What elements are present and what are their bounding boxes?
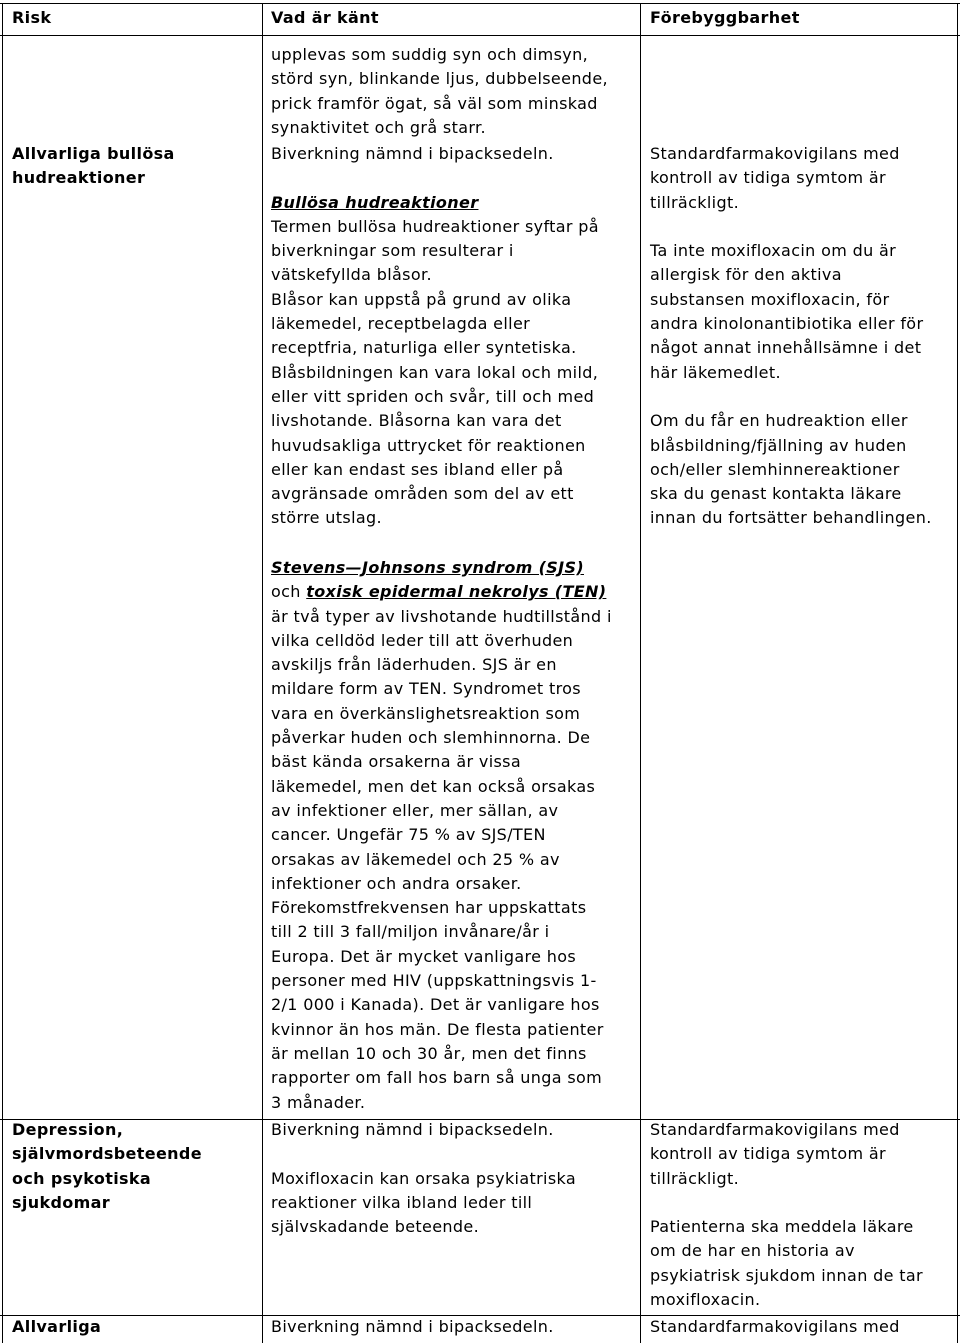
- text-line: Blåsor kan uppstå på grund av olika: [271, 289, 572, 309]
- text-line: allergisk för den aktiva: [650, 265, 842, 285]
- text-line: kontroll av tidiga symtom är: [650, 1144, 886, 1164]
- table-border-top: [0, 3, 960, 4]
- text-line: Moxifloxacin kan orsaka psykiatriska: [271, 1168, 577, 1188]
- bullous-heading: Bullösa hudreaktioner: [271, 192, 479, 212]
- text-line: biverkningar som resulterar i: [271, 241, 514, 261]
- risk-depression: [12, 1118, 257, 1215]
- text-line: större utslag.: [271, 508, 382, 528]
- text-line: är två typer av livshotande hudtillstånd i: [271, 606, 612, 626]
- text-line: andra kinolonantibiotika eller för: [650, 314, 924, 334]
- text-line: ska du genast kontakta läkare: [650, 484, 902, 504]
- risk-line: Depression,: [12, 1120, 124, 1139]
- text-line: vara en överkänslighetsreaktion som: [271, 703, 581, 723]
- header-prevention: Förebyggbarhet: [650, 8, 800, 27]
- text-line: kvinnor än hos män. De flesta patienter: [271, 1019, 604, 1039]
- text-line: 3 månader.: [271, 1092, 366, 1112]
- continuation-text: [271, 43, 639, 140]
- header-risk: Risk: [12, 8, 52, 27]
- text-line: orsakas av läkemedel och 25 % av: [271, 849, 560, 869]
- text-line: synaktivitet och grå starr.: [271, 117, 486, 137]
- column-divider-2: [640, 3, 641, 1343]
- text-line: och/eller slemhinnereaktioner: [650, 459, 900, 479]
- table-border-right: [957, 3, 958, 1343]
- conjunction: och: [271, 582, 301, 602]
- prevention-serious: Standardfarmakovigilans med: [650, 1317, 900, 1336]
- text-line: livshotande. Blåsorna kan vara det: [271, 411, 562, 431]
- text-line: störd syn, blinkande ljus, dubbelseende,: [271, 69, 608, 89]
- text-line: av infektioner eller, mer sällan, av: [271, 800, 559, 820]
- text-line: här läkemedlet.: [650, 362, 781, 382]
- header-known: Vad är känt: [271, 8, 379, 27]
- text-line: till 2 till 3 fall/miljon invånare/år i: [271, 922, 550, 942]
- text-line: vätskefyllda blåsor.: [271, 265, 432, 285]
- text-line: Termen bullösa hudreaktioner syftar på: [271, 216, 599, 236]
- sjs-ten-line: [271, 580, 639, 604]
- text-line: prick framför ögat, så väl som minskad: [271, 93, 598, 113]
- known-sjs-ten: [271, 556, 639, 1115]
- text-line: receptfria, naturliga eller syntetiska.: [271, 338, 577, 358]
- text-line: innan du fortsätter behandlingen.: [650, 508, 932, 528]
- text-line: Standardfarmakovigilans med: [650, 144, 900, 163]
- header-divider: [0, 35, 960, 36]
- risk-bullous-skin-reactions: [12, 142, 257, 191]
- text-line: avskiljs från läderhuden. SJS är en: [271, 655, 557, 675]
- text-line: 2/1 000 i Kanada). Det är vanligare hos: [271, 995, 600, 1015]
- text-line: Om du får en hudreaktion eller: [650, 411, 908, 431]
- text-line: är mellan 10 och 30 år, men det finns: [271, 1043, 587, 1063]
- text-line: påverkar huden och slemhinnorna. De: [271, 728, 591, 748]
- text-line: något annat innehållsämne i det: [650, 338, 922, 358]
- text-line: eller kan endast ses ibland eller på: [271, 459, 564, 479]
- text-line: mildare form av TEN. Syndromet tros: [271, 679, 581, 699]
- text-line: Ta inte moxifloxacin om du är: [650, 241, 897, 261]
- text-line: blåsbildning/fjällning av huden: [650, 435, 907, 455]
- known-bullous: [271, 142, 639, 531]
- text-line: upplevas som suddig syn och dimsyn,: [271, 45, 589, 64]
- text-line: Blåsbildningen kan vara lokal och mild,: [271, 362, 599, 382]
- package-leaflet-note: Biverkning nämnd i bipacksedeln.: [271, 144, 554, 163]
- ten-heading: toxisk epidermal nekrolys (TEN): [306, 582, 607, 602]
- text-line: läkemedel, receptbelagda eller: [271, 314, 531, 334]
- text-line: rapporter om fall hos barn så unga som: [271, 1068, 603, 1088]
- text-line: infektioner och andra orsaker.: [271, 873, 522, 893]
- text-line: psykiatrisk sjukdom innan de tar: [650, 1265, 923, 1285]
- package-leaflet-note: Biverkning nämnd i bipacksedeln.: [271, 1120, 554, 1139]
- text-line: om de har en historia av: [650, 1241, 855, 1261]
- table-border-left: [2, 3, 3, 1343]
- prevention-depression: [650, 1118, 955, 1312]
- text-line: självskadande beteende.: [271, 1217, 480, 1237]
- text-line: vilka celldöd leder till att överhuden: [271, 630, 574, 650]
- text-line: substansen moxifloxacin, för: [650, 289, 890, 309]
- text-line: Förekomstfrekvensen har uppskattats: [271, 898, 587, 918]
- package-leaflet-note: Biverkning nämnd i bipacksedeln.: [271, 1317, 554, 1336]
- text-line: läkemedel, men det kan också orsakas: [271, 776, 596, 796]
- text-line: Patienterna ska meddela läkare: [650, 1217, 914, 1237]
- column-divider-1: [262, 3, 263, 1343]
- text-line: Standardfarmakovigilans med: [650, 1120, 900, 1139]
- text-line: kontroll av tidiga symtom är: [650, 168, 886, 188]
- risk-line: och psykotiska: [12, 1168, 152, 1188]
- text-line: tillräckligt.: [650, 1168, 740, 1188]
- prevention-bullous: [650, 142, 955, 531]
- text-line: reaktioner vilka ibland leder till: [271, 1192, 533, 1212]
- text-line: huvudsakliga uttrycket för reaktionen: [271, 435, 586, 455]
- risk-line: hudreaktioner: [12, 168, 146, 188]
- risk-line: Allvarliga bullösa: [12, 144, 175, 163]
- text-line: tillräckligt.: [650, 192, 740, 212]
- known-depression: [271, 1118, 639, 1239]
- text-line: avgränsade områden som del av ett: [271, 484, 574, 504]
- text-line: bäst kända orsakerna är vissa: [271, 752, 522, 772]
- sjs-heading: Stevens—Johnsons syndrom (SJS): [271, 558, 584, 577]
- text-line: eller vitt spriden och svår, till och med: [271, 386, 595, 406]
- text-line: personer med HIV (uppskattningsvis 1-: [271, 971, 597, 991]
- text-line: cancer. Ungefär 75 % av SJS/TEN: [271, 825, 546, 845]
- risk-line: självmordsbeteende: [12, 1144, 202, 1164]
- risk-line: sjukdomar: [12, 1192, 110, 1212]
- text-line: Europa. Det är mycket vanligare hos: [271, 946, 577, 966]
- risk-serious: Allvarliga: [12, 1317, 102, 1336]
- text-line: moxifloxacin.: [650, 1290, 761, 1310]
